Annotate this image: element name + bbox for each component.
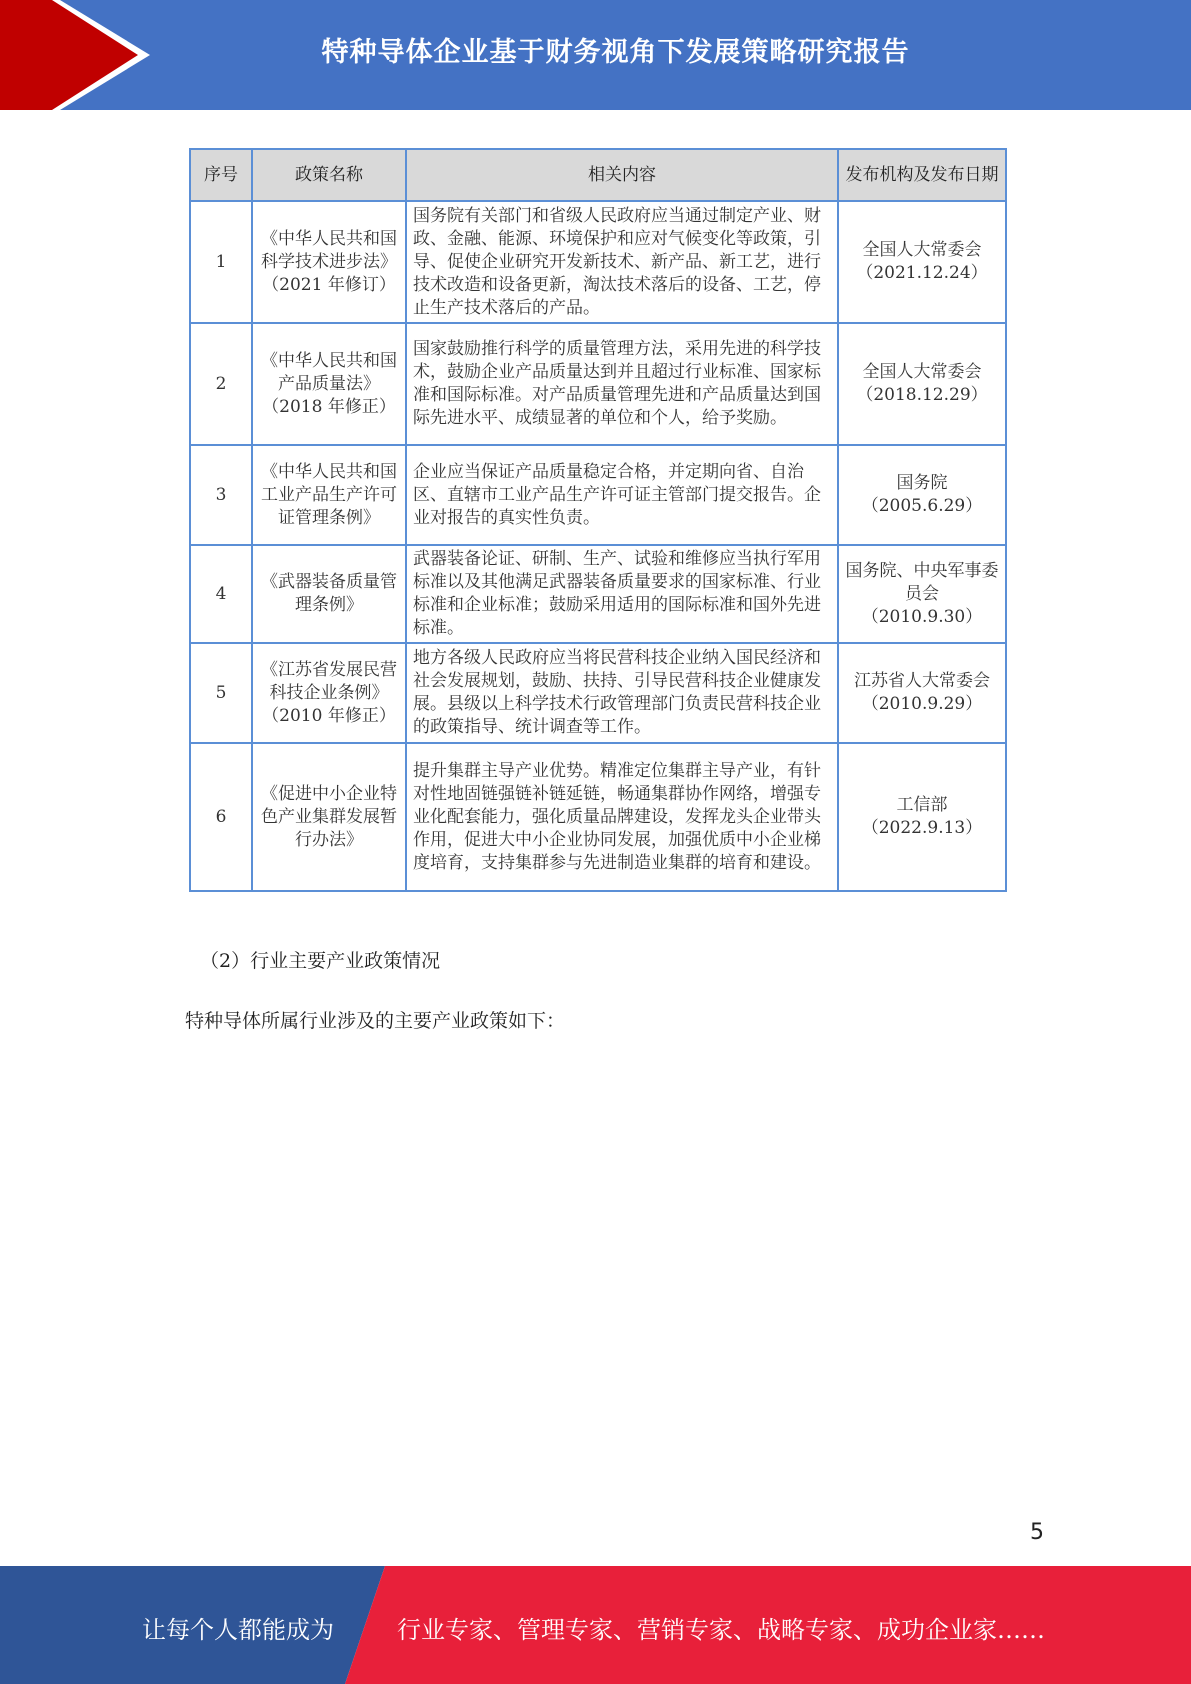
table-row [190,743,1006,891]
row-issuer [838,201,1006,323]
row-issuer [838,445,1006,545]
header-no: 序号 [190,149,252,201]
footer-slogan-right: 行业专家、管理专家、营销专家、战略专家、成功企业家…… [397,1616,1045,1644]
row-content: 国务院有关部门和省级人民政府应当通过制定产业、财政、金融、能源、环境保护和应对气候变化等政策，引导、促使企业研究开发新技术、新产品、新工艺，进行技术改造和设备更新，淘汰技术落后的设备、工艺，停止生产技术落后的产品。 [406,201,838,323]
issuer-name: 全国人大常委会 [862,362,982,382]
page-number: 5 [1030,1520,1044,1545]
issue-date: （2022.9.13） [861,818,983,838]
issuer-name: 工信部 [896,795,948,815]
issue-date: （2010.9.29） [861,694,983,714]
table-row [190,643,1006,743]
row-no: 4 [190,545,252,643]
row-policy-name: 《中华人民共和国工业产品生产许可证管理条例》 [252,445,406,545]
policy-table [189,148,1007,892]
section-heading: （2）行业主要产业政策情况 [200,950,441,972]
table-row [190,323,1006,445]
issuer-name: 国务院 [896,473,948,493]
issuer-name: 国务院、中央军事委员会 [845,560,999,604]
issue-date: （2018.12.29） [856,385,988,405]
row-policy-name: 《江苏省发展民营科技企业条例》（2010 年修正） [252,643,406,743]
row-issuer [838,323,1006,445]
header-issuer: 发布机构及发布日期 [838,149,1006,201]
row-no: 2 [190,323,252,445]
intro-paragraph: 特种导体所属行业涉及的主要产业政策如下： [185,1010,566,1032]
row-content: 地方各级人民政府应当将民营科技企业纳入国民经济和社会发展规划，鼓励、扶持、引导民营科技企业健康发展。县级以上科学技术行政管理部门负责民营科技企业的政策指导、统计调查等工作。 [406,643,838,743]
row-no: 6 [190,743,252,891]
table-header-row [190,149,1006,201]
row-policy-name: 《中华人民共和国产品质量法》（2018 年修正） [252,323,406,445]
row-no: 3 [190,445,252,545]
row-policy-name: 《促进中小企业特色产业集群发展暂行办法》 [252,743,406,891]
row-policy-name: 《武器装备质量管理条例》 [252,545,406,643]
footer-slogan-left: 让每个人都能成为 [142,1616,334,1644]
issuer-name: 全国人大常委会 [862,240,982,260]
issue-date: （2010.9.30） [861,606,983,627]
header-name: 政策名称 [252,149,406,201]
table-row [190,545,1006,643]
row-issuer [838,743,1006,891]
page-footer [0,1566,1191,1684]
table-row [190,201,1006,323]
row-no: 1 [190,201,252,323]
row-policy-name: 《中华人民共和国科学技术进步法》（2021 年修订） [252,201,406,323]
page-header [0,0,1191,110]
issue-date: （2005.6.29） [861,496,983,516]
row-no: 5 [190,643,252,743]
row-issuer [838,545,1006,643]
row-content: 武器装备论证、研制、生产、试验和维修应当执行军用标准以及其他满足武器装备质量要求的国家标准、行业标准和企业标准；鼓励采用适用的国际标准和国外先进标准。 [406,545,838,643]
row-content: 国家鼓励推行科学的质量管理方法，采用先进的科学技术，鼓励企业产品质量达到并且超过行业标准、国家标准和国际标准。对产品质量管理先进和产品质量达到国际先进水平、成绩显著的单位和个人，给予奖励。 [406,323,838,445]
table-row [190,445,1006,545]
header-content: 相关内容 [406,149,838,201]
report-title: 特种导体企业基于财务视角下发展策略研究报告 [321,37,910,68]
row-content: 企业应当保证产品质量稳定合格，并定期向省、自治区、直辖市工业产品生产许可证主管部门提交报告。企业对报告的真实性负责。 [406,445,838,545]
row-issuer [838,643,1006,743]
row-content: 提升集群主导产业优势。精准定位集群主导产业，有针对性地固链强链补链延链，畅通集群协作网络，增强专业化配套能力，强化质量品牌建设，发挥龙头企业带头作用，促进大中小企业协同发展，加强优质中小企业梯度培育，支持集群参与先进制造业集群的培育和建设。 [406,743,838,891]
issue-date: （2021.12.24） [856,263,988,283]
issuer-name: 江苏省人大常委会 [854,671,990,691]
